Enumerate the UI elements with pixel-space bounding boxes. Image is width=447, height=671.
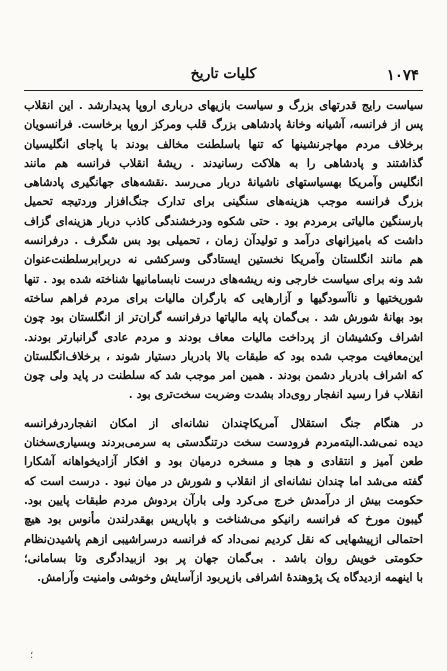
- text-line: طعن آمیز و انتقادی و هجا و مسخره درمیان بود و افکار آزادیخواهانه آشکارا: [24, 454, 423, 469]
- paragraph: [24, 414, 423, 588]
- text-line: که اشراف بادربار دشمن بودند . همین امر موجب شد که سلطنت در پاید ولی چون: [24, 368, 423, 383]
- text-line: گفته می‌شد اما چندان نشانه‌ای از انقلاب و شورش در میان نبود . درست است که: [24, 473, 423, 488]
- text-line: حکومت بیش از درآمدش خرج می‌کرد ولی بارآن بردوش مردم طبقات پایین بود.: [24, 492, 423, 507]
- text-line: بزرگ فرانسه موجب هزینه‌های سنگینی برای تدارک جنگ‌افزار وردتیجه تحمیل: [24, 194, 423, 209]
- text-line: گذاشتند و پادشاهی را به هلاکت رسانیدند . ریشهٔ انقلاب فرانسه هم مانند: [24, 155, 423, 170]
- body-text: [24, 96, 423, 587]
- text-line: حکومتی خویش روان باشد . بی‌گمان جهان پر بود ازبیدادگری وتا بسامانی؛: [24, 550, 423, 565]
- running-title: کلیات تاریخ: [190, 66, 257, 82]
- text-line: برخلاف مردم مهاجرنشینها که تنها باسلطنت مخالف بودند با پاجای انگلیسیان: [24, 136, 423, 151]
- text-line: با اینهمه ازدیدگاه یک پژوهندهٔ اشرافی بازپربود ازآسایش وخوشی وامنیت وآرامش.: [37, 570, 423, 585]
- text-line: پس از فرانسه، آشیانه وخانهٔ پادشاهی بزرگ قلب ومرکز اروپا برخاست. فرانسویان: [24, 117, 423, 132]
- text-line: داشت که بامیزانهای درآمد و تولیدآن زمان ، تحمیلی بود بس شگرف . درفرانسه: [24, 233, 423, 248]
- text-line: در هنگام جنگ استقلال آمریکاچندان نشانه‌ای از امکان انفجاردرفرانسه: [24, 415, 423, 430]
- text-line: این‌معافیت موجب شده بود که طبقات بالا بادربار دستیار شوند ، برخلاف‌انگلستان: [24, 348, 423, 363]
- text-line: انقلاب فرا رسید انفجار روی‌داد بشدت وضربت سخت‌تری بود .: [128, 387, 423, 402]
- text-line: احتمالی ازپیشهایی که نقل کردیم نمی‌داد که فرانسه درسراشیبی ازهم پاشیدن‌نظام: [24, 531, 423, 546]
- page-number: ۱۰۷۴: [386, 66, 419, 84]
- text-line: شد ونه برای سیاست خارجی ونه ریشه‌های درست نابسامانیها شناخته شده بود . تنها: [24, 271, 423, 286]
- text-line: هم مانند انگلستان وآمریکا نخستین ایستادگی وسرکشی نه دربرابرسلطنت‌عنوان: [24, 252, 423, 267]
- paragraph: [24, 96, 423, 405]
- text-line: بارسنگین مالیاتی برمردم بود . حتی شکوه ودرخشندگی کاذب دربار هزینه‌ای گزاف: [24, 213, 423, 228]
- text-line: اشراف وکشیشان از پرداخت مالیات معاف بودند و مردم عادی گرانبارتر بودند.: [24, 329, 423, 344]
- text-line: بود بهانهٔ شورش شد . بی‌گمان پایه مالیاتها درفرانسه گران‌تر از انگلستان بود چون: [24, 310, 423, 325]
- page-header: [24, 66, 423, 88]
- text-line: شوریختیها و ناآسودگیها و آزارهایی که بارگران مالیات برای مردم فراهم ساخته: [24, 290, 423, 305]
- paragraph-gap: [24, 405, 423, 414]
- text-line: سیاست رایج قدرتهای بزرگ و سیاست بازیهای درباری اروپا پدیدارشد . این انقلاب: [24, 98, 423, 112]
- text-line: انگلیس وآمریکا بهسیاستهای ناشیانهٔ دربار می‌رسد .نقشه‌های جهانگیری پادشاهی: [24, 175, 423, 190]
- header-rule: [24, 90, 423, 91]
- text-line: گیبون مورخ که فرانسه رانیکو می‌شناخت و باپاریس بهقدرلندن مأنوس بود هیچ: [24, 512, 423, 527]
- footer-mark: ؛: [30, 650, 34, 661]
- text-line: دیده نمی‌شد.البته‌مردم فرودست سخت درتنگدستی به سرمی‌بردند وبسیاری‌سخنان: [24, 435, 423, 450]
